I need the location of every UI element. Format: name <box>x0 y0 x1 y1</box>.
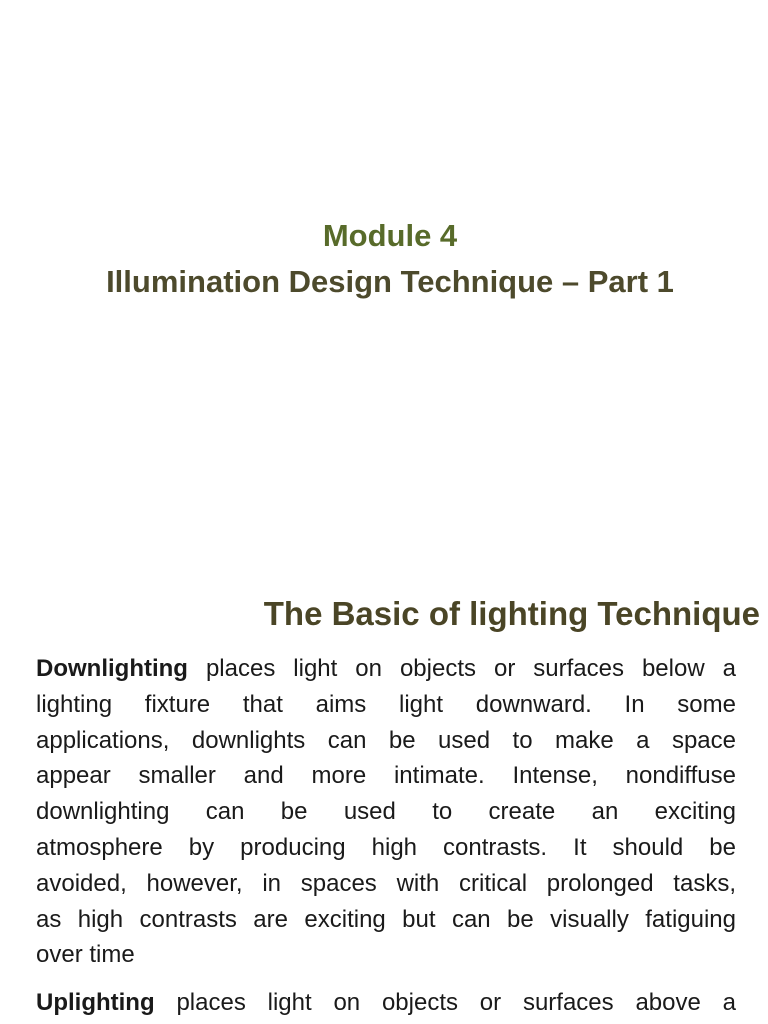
term-downlighting: Downlighting <box>36 655 188 682</box>
presentation-title: Illumination Design Technique – Part 1 <box>106 264 674 299</box>
paragraph-line: atmosphere by producing high contrasts. It should be <box>36 833 736 861</box>
paragraph-line <box>36 651 736 687</box>
title-slide <box>0 213 768 305</box>
section-heading: The Basic of lighting Technique <box>263 595 760 632</box>
line-text: places light on objects or surfaces above a <box>154 989 736 1016</box>
uplighting-paragraph <box>36 985 736 1021</box>
module-label: Module 4 <box>322 218 458 253</box>
paragraph-line <box>36 985 736 1021</box>
paragraph-line: over time <box>36 941 135 969</box>
paragraph-line: appear smaller and more intimate. Intense, nondiffuse <box>36 762 736 790</box>
line-text: places light on objects or surfaces below a <box>187 655 736 682</box>
paragraph-line: avoided, however, in spaces with critical prolonged tasks, <box>36 869 736 897</box>
paragraph-line: as high contrasts are exciting but can be visually fatiguing <box>36 905 736 933</box>
paragraph-line: downlighting can be used to create an exciting <box>36 798 736 826</box>
paragraph-line: lighting fixture that aims light downward. In some <box>36 690 736 718</box>
paragraph-line: applications, downlights can be used to make a space <box>36 726 736 754</box>
downlighting-paragraph <box>36 651 736 973</box>
term-uplighting: Uplighting <box>36 989 155 1016</box>
